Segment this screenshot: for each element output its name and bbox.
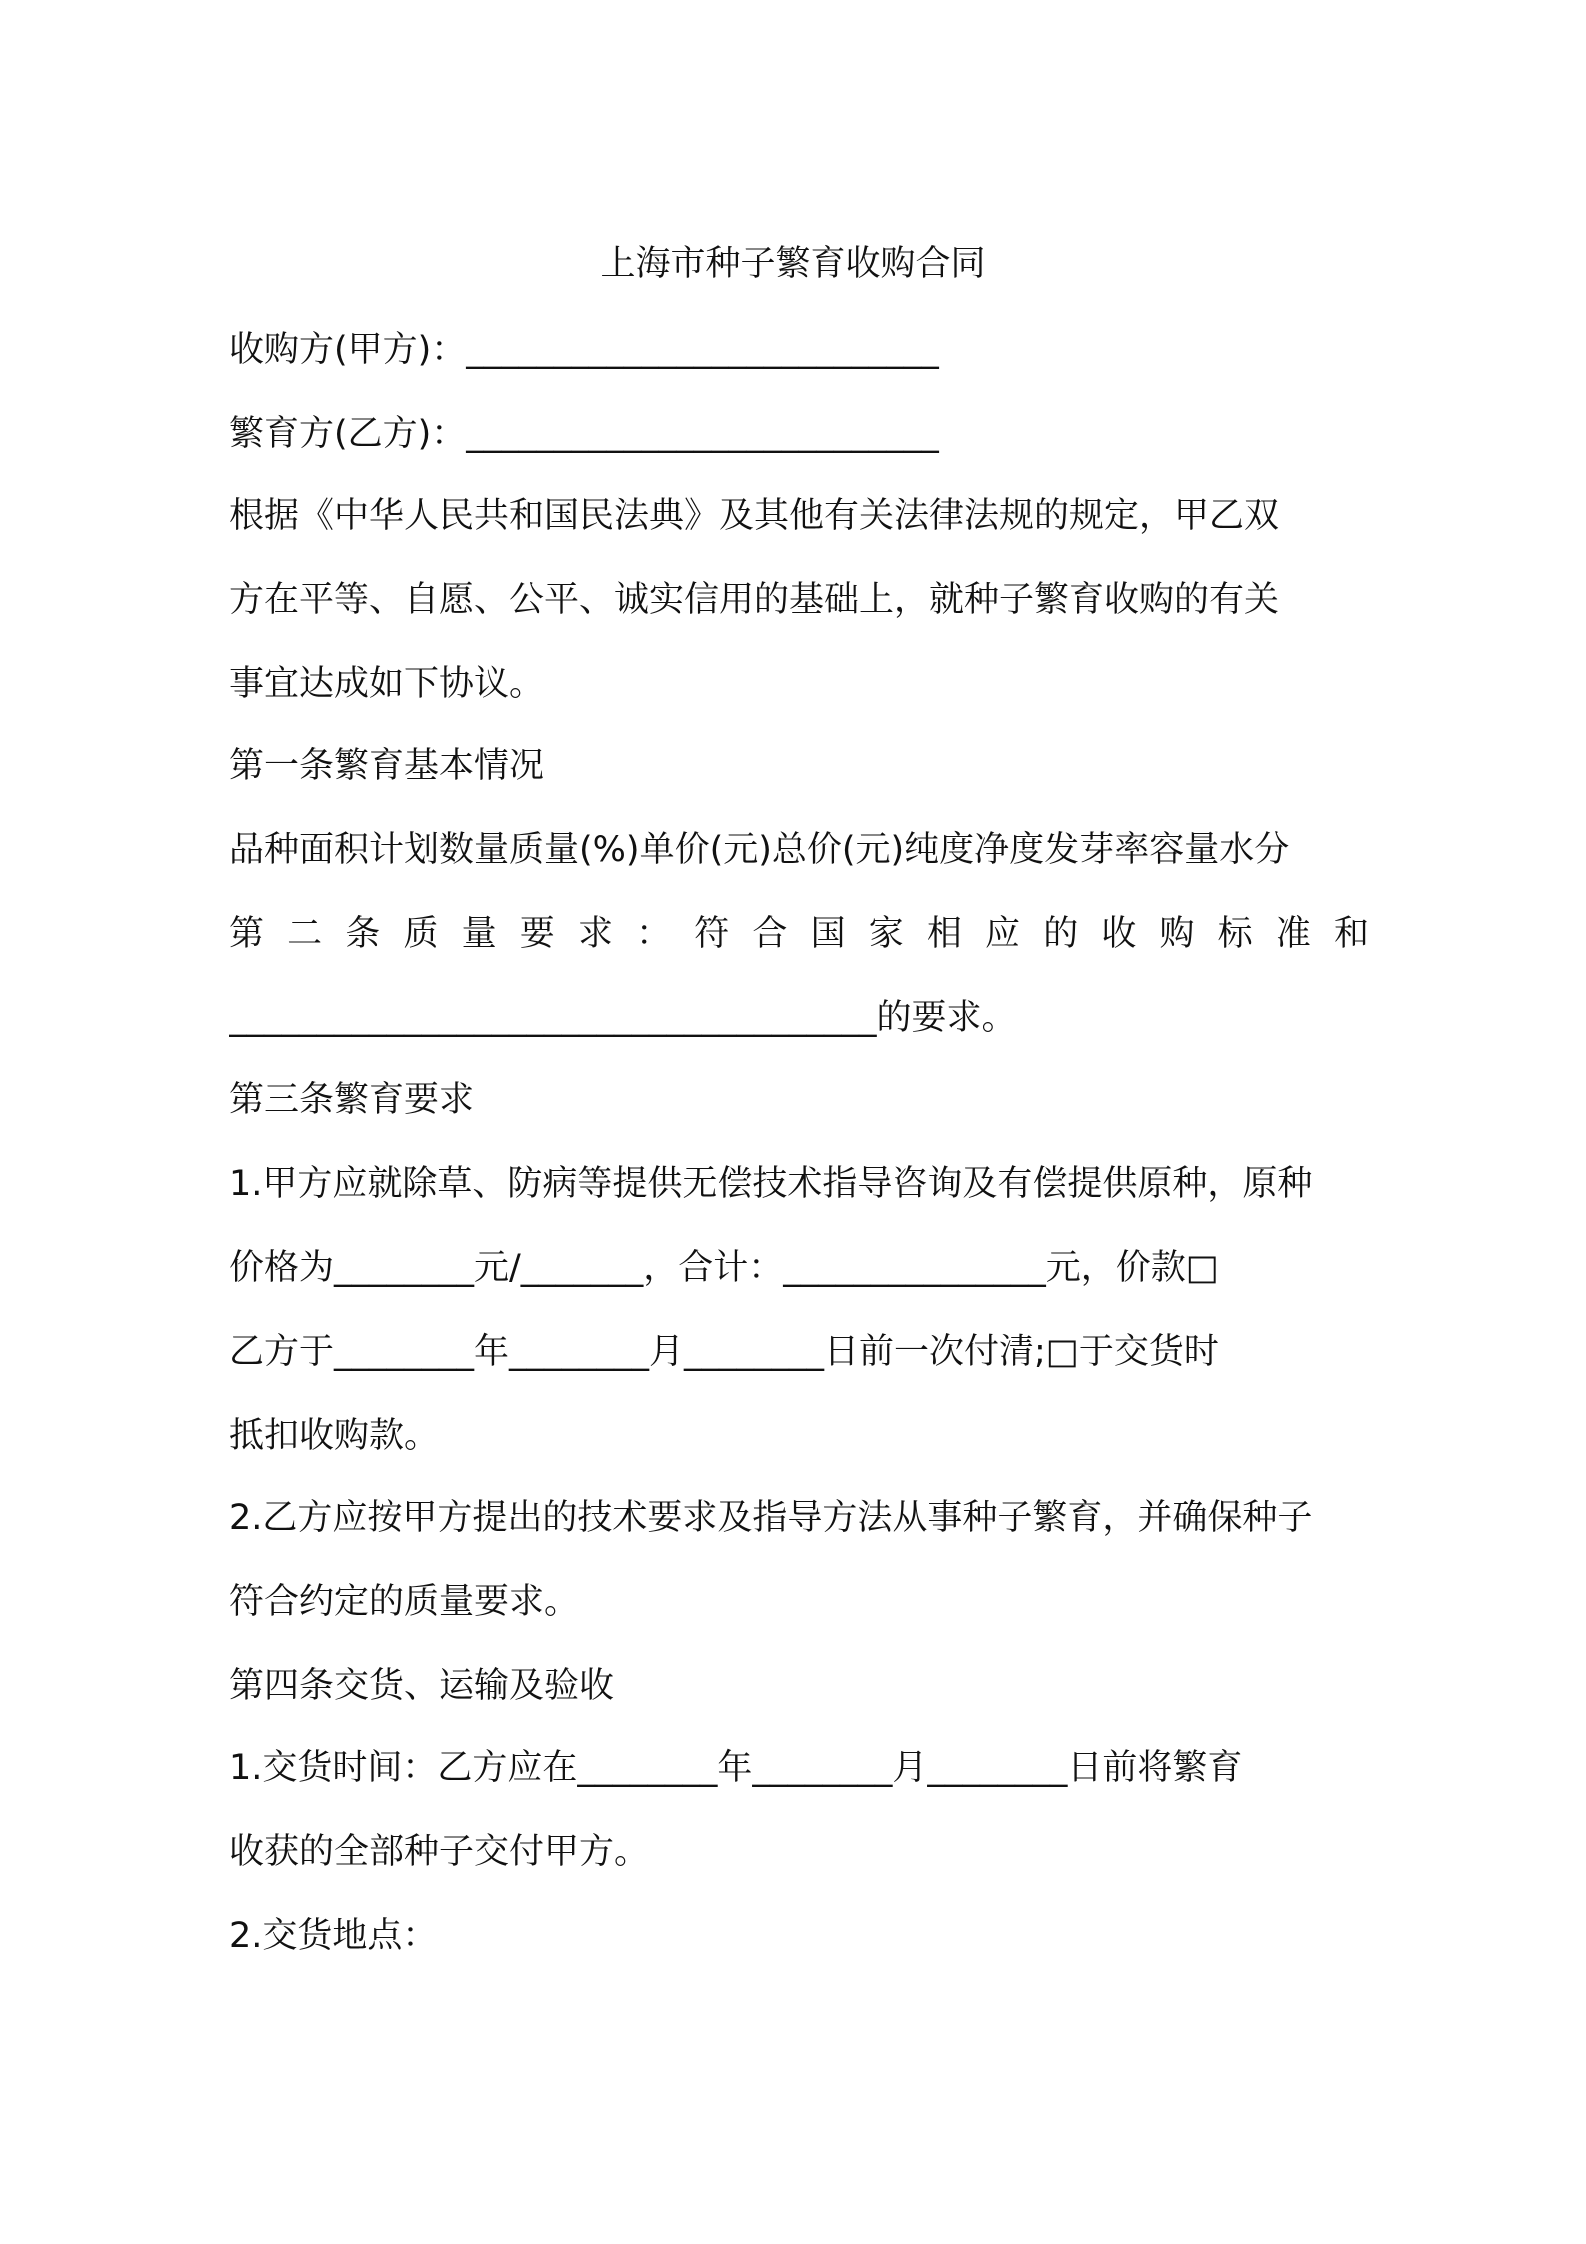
preamble-line-3: 事宜达成如下协议。 bbox=[229, 664, 545, 704]
article2-char: 和 bbox=[1333, 914, 1369, 954]
article2-char: 符 bbox=[694, 914, 730, 954]
article3-item1-line-3: 乙方于________年________月________日前一次付清;□于交货时 bbox=[229, 1332, 1219, 1372]
article2-char: 准 bbox=[1275, 914, 1311, 954]
article4-item1-line-1: 1.交货时间：乙方应在________年________月________日前将繁育 bbox=[229, 1748, 1243, 1788]
article1-heading: 第一条繁育基本情况 bbox=[229, 746, 545, 786]
article4-item1-line-2: 收获的全部种子交付甲方。 bbox=[229, 1832, 650, 1872]
article2-heading bbox=[229, 912, 1369, 956]
article2-char: 家 bbox=[868, 914, 904, 954]
article2-char: 要 bbox=[519, 914, 555, 954]
article2-continuation: _____________________________________的要求。 bbox=[229, 998, 1017, 1038]
article2-char: 量 bbox=[461, 914, 497, 954]
article2-char: 国 bbox=[810, 914, 846, 954]
article1-table-header: 品种面积计划数量质量(%)单价(元)总价(元)纯度净度发芽率容量水分 bbox=[229, 830, 1290, 870]
article3-heading: 第三条繁育要求 bbox=[229, 1080, 475, 1120]
article4-item2: 2.交货地点： bbox=[229, 1916, 438, 1956]
article3-item2-line-1: 2.乙方应按甲方提出的技术要求及指导方法从事种子繁育，并确保种子 bbox=[229, 1498, 1313, 1538]
article2-char: ： bbox=[636, 914, 672, 954]
article2-char: 求 bbox=[577, 914, 613, 954]
article2-char: 合 bbox=[752, 914, 788, 954]
preamble-line-1: 根据《中华人民共和国民法典》及其他有关法律法规的规定，甲乙双 bbox=[229, 496, 1280, 536]
article2-char: 二 bbox=[287, 914, 323, 954]
breeder-party-line: 繁育方(乙方)：___________________________ bbox=[229, 414, 939, 454]
article3-item1-line-2: 价格为________元/_______，合计：_______________元，价款□ bbox=[229, 1248, 1219, 1288]
document-title: 上海市种子繁育收购合同 bbox=[600, 244, 986, 284]
article2-char: 购 bbox=[1159, 914, 1195, 954]
article3-item1-line-4: 抵扣收购款。 bbox=[229, 1416, 440, 1456]
article2-char: 应 bbox=[985, 914, 1021, 954]
article3-item2-line-2: 符合约定的质量要求。 bbox=[229, 1582, 580, 1622]
article2-char: 相 bbox=[926, 914, 962, 954]
article2-char: 质 bbox=[403, 914, 439, 954]
article3-item1-line-1: 1.甲方应就除草、防病等提供无偿技术指导咨询及有偿提供原种，原种 bbox=[229, 1164, 1313, 1204]
preamble-line-2: 方在平等、自愿、公平、诚实信用的基础上，就种子繁育收购的有关 bbox=[229, 580, 1280, 620]
article2-char: 收 bbox=[1101, 914, 1137, 954]
article2-char: 第 bbox=[229, 914, 265, 954]
article2-char: 条 bbox=[345, 914, 381, 954]
article4-heading: 第四条交货、运输及验收 bbox=[229, 1666, 615, 1706]
article2-char: 标 bbox=[1217, 914, 1253, 954]
article2-char: 的 bbox=[1043, 914, 1079, 954]
buyer-party-line: 收购方(甲方)：___________________________ bbox=[229, 330, 939, 370]
